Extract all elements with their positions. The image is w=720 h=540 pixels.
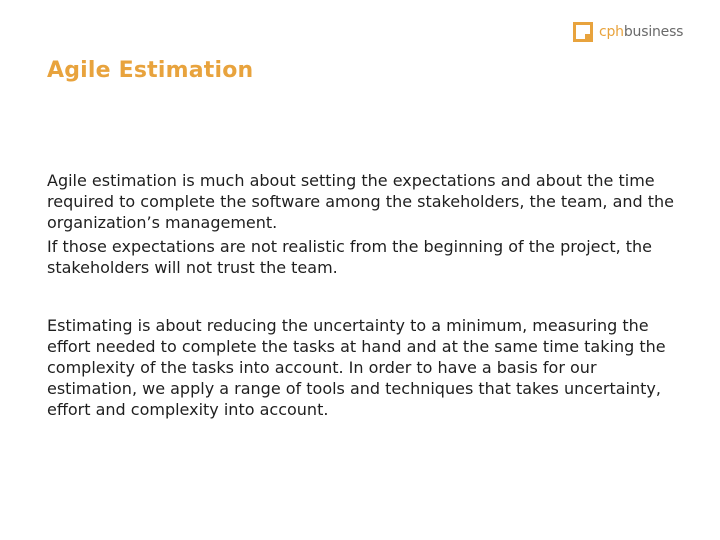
logo-square-icon <box>573 22 593 42</box>
slide-title: Agile Estimation <box>47 58 254 83</box>
logo-wordmark <box>599 25 683 39</box>
cphbusiness-logo <box>573 22 683 42</box>
paragraph-estimating: Estimating is about reducing the uncertainty to a minimum, measuring the effort needed to complete the tasks at hand and at the same time taking the complexity of the tasks into account. In order to have a basis for our estimation, we apply a range of tools and techniques that takes uncertainty, effort and complexity into account. <box>47 316 666 419</box>
logo-wordmark-accent: cph <box>599 24 624 40</box>
paragraph-trust: If those expectations are not realistic from the beginning of the project, the stakeholders will not trust the team. <box>47 237 653 277</box>
paragraph-expectations: Agile estimation is much about setting the expectations and about the time required to complete the software among the stakeholders, the team, and the organization’s management. <box>47 171 675 232</box>
logo-wordmark-rest: business <box>623 24 684 40</box>
